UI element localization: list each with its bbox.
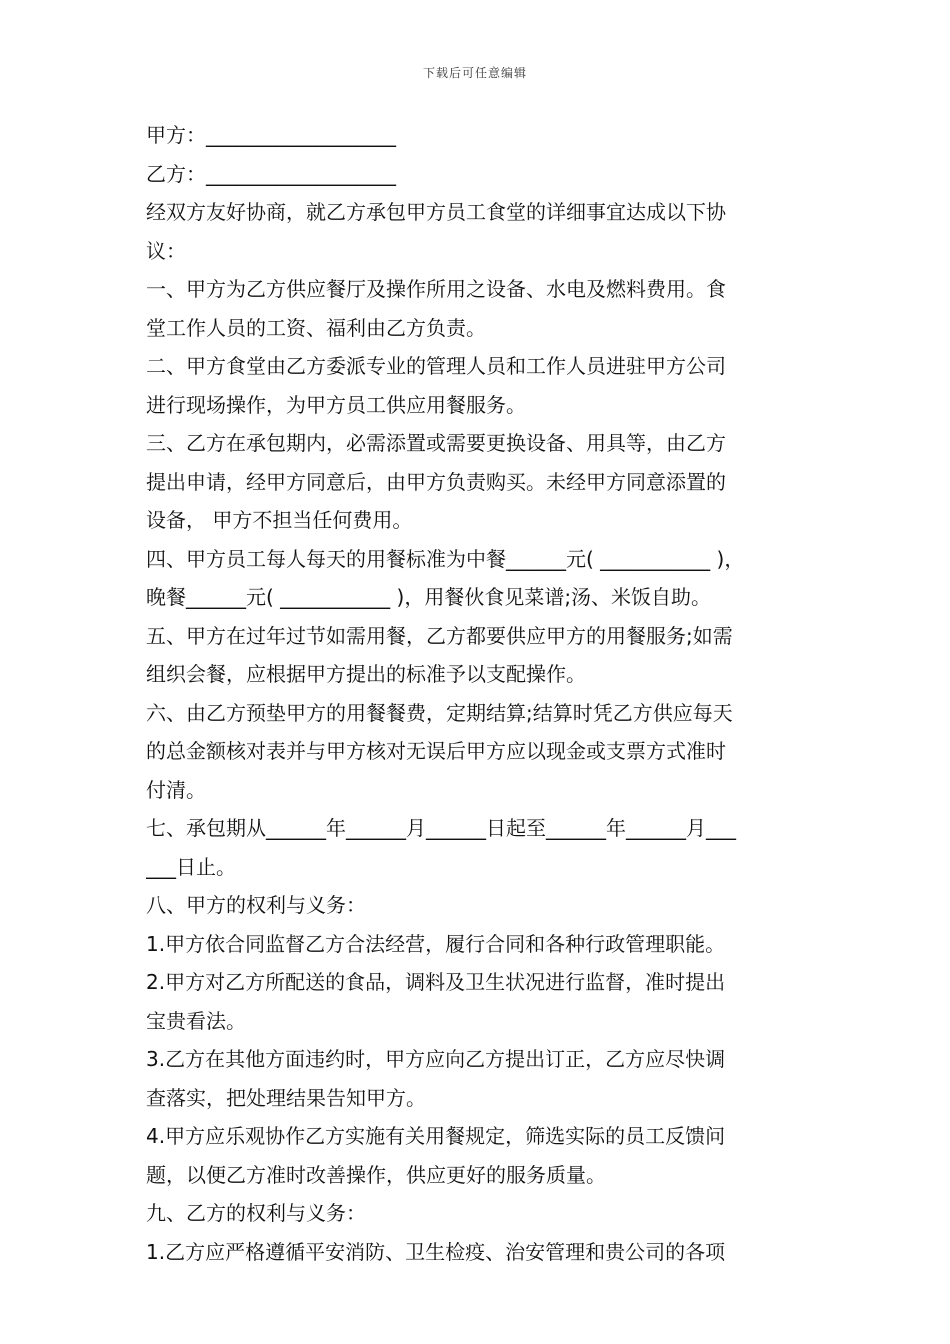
- text-line: 七、承包期从______年______月______日起至______年______月___: [146, 816, 736, 840]
- text-line: 设备， 甲方不担当任何费用。: [146, 508, 413, 532]
- text-line: 四、甲方员工每人每天的用餐标准为中餐______元( ___________ )，: [146, 546, 745, 571]
- contract-body: [146, 116, 806, 1271]
- text-line: 甲方：___________________: [146, 123, 396, 147]
- text-line: 进行现场操作，为甲方员工供应用餐服务。: [146, 392, 526, 417]
- text-line: ___日止。: [146, 854, 236, 879]
- text-line: 六、由乙方预垫甲方的用餐餐费，定期结算;结算时凭乙方供应每天: [146, 700, 733, 725]
- text-line: 2.甲方对乙方所配送的食品，调料及卫生状况进行监督，准时提出: [146, 970, 726, 994]
- text-line: 九、乙方的权利与义务：: [146, 1201, 366, 1225]
- text-line: 题，以便乙方准时改善操作，供应更好的服务质量。: [146, 1162, 606, 1187]
- text-line: 经双方友好协商，就乙方承包甲方员工食堂的详细事宜达成以下协: [146, 200, 726, 224]
- text-line: 查落实，把处理结果告知甲方。: [146, 1085, 426, 1110]
- header-note: 下载后可任意编辑: [422, 66, 527, 80]
- text-line: 4.甲方应乐观协作乙方实施有关用餐规定，筛选实际的员工反馈问: [146, 1124, 726, 1148]
- text-line: 五、甲方在过年过节如需用餐，乙方都要供应甲方的用餐服务;如需: [146, 623, 733, 648]
- text-line: 宝贵看法。: [146, 1008, 246, 1033]
- text-line: 1.乙方应严格遵循平安消防、卫生检疫、治安管理和贵公司的各项: [146, 1239, 726, 1264]
- text-line: 晚餐______元( ___________ )，用餐伙食见菜谱;汤、米饭自助。: [146, 585, 712, 609]
- text-line: 一、甲方为乙方供应餐厅及操作所用之设备、水电及燃料费用。食: [146, 277, 726, 301]
- text-line: 3.乙方在其他方面违约时，甲方应向乙方提出订正，乙方应尽快调: [146, 1047, 726, 1071]
- text-line: 三、乙方在承包期内，必需添置或需要更换设备、用具等，由乙方: [146, 431, 726, 455]
- text-line: 乙方：___________________: [146, 161, 396, 186]
- text-line: 付清。: [146, 777, 206, 802]
- text-line: 堂工作人员的工资、福利由乙方负责。: [146, 315, 486, 340]
- text-line: 提出申请，经甲方同意后，由甲方负责购买。未经甲方同意添置的: [146, 469, 726, 494]
- text-line: 1.甲方依合同监督乙方合法经营，履行合同和各种行政管理职能。: [146, 931, 726, 956]
- text-line: 组织会餐，应根据甲方提出的标准予以支配操作。: [146, 662, 586, 686]
- text-line: 的总金额核对表并与甲方核对无误后甲方应以现金或支票方式准时: [146, 739, 726, 763]
- text-line: 二、甲方食堂由乙方委派专业的管理人员和工作人员进驻甲方公司: [146, 354, 726, 378]
- text-line: 八、甲方的权利与义务：: [146, 893, 366, 917]
- text-line: 议：: [146, 238, 186, 263]
